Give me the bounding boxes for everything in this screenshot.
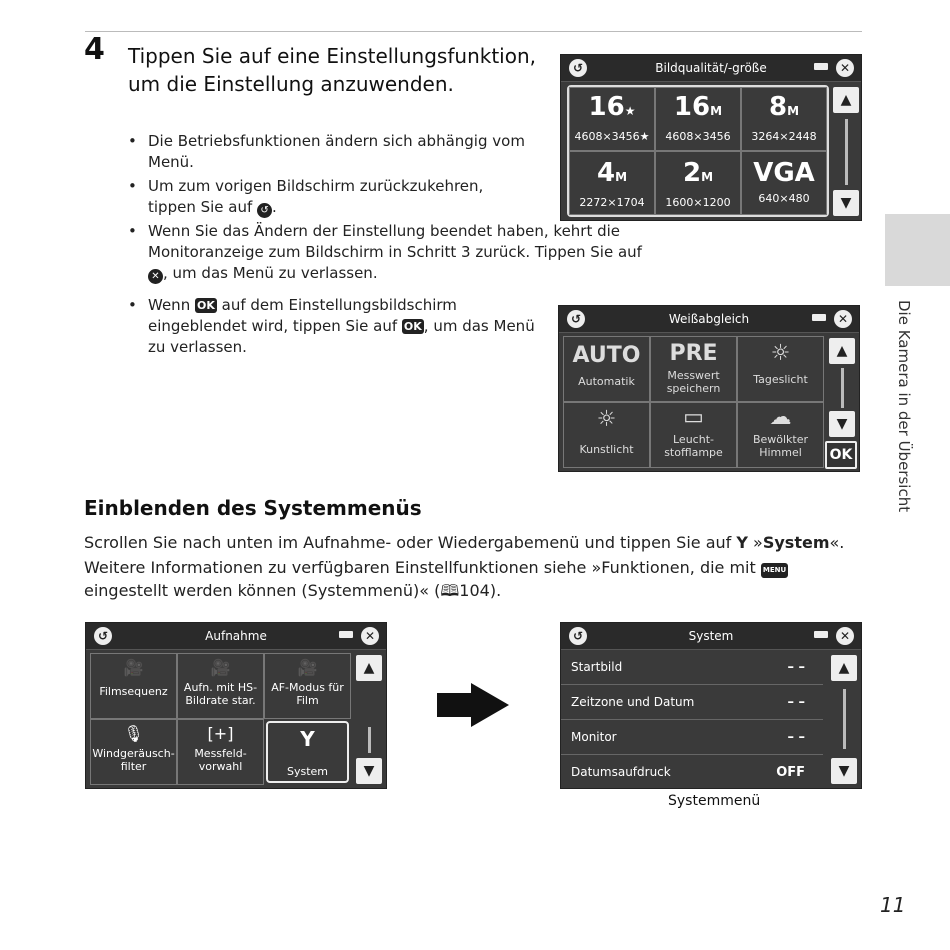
- quality-option[interactable]: 8M 3264×2448: [741, 87, 827, 151]
- bullet-1: • Die Betriebsfunktionen ändern sich abhängig vom Menü.: [128, 132, 525, 171]
- screen-title: Bildqualität/-größe: [561, 55, 861, 82]
- wb-option[interactable]: ☼ Tageslicht: [737, 336, 824, 402]
- back-icon[interactable]: ↺: [569, 59, 587, 77]
- back-icon[interactable]: ↺: [567, 310, 585, 328]
- bullet-3: • Wenn Sie das Ändern der Einstellung beendet haben, kehrt die Monitoranzeige zum Bildschirm in Schritt 3 zurück. Tippen Sie auf ✕ , um das Menü zu verlassen.: [128, 222, 642, 282]
- scrollbar[interactable]: [843, 689, 846, 749]
- wb-option[interactable]: ☁ Bewölkter Himmel: [737, 402, 824, 468]
- wb-option[interactable]: PRE Messwert speichern: [650, 336, 737, 402]
- quality-option[interactable]: VGA 640×480: [741, 151, 827, 215]
- menu-option[interactable]: 🎥 Filmsequenz: [90, 653, 177, 719]
- side-tab: [885, 214, 950, 286]
- shooting-menu-screen: [85, 622, 387, 789]
- close-icon[interactable]: ✕: [836, 627, 854, 645]
- ok-icon: OK: [196, 299, 215, 312]
- system-row[interactable]: Zeitzone und Datum – –: [561, 685, 823, 720]
- step-number: 4: [84, 32, 105, 67]
- hs-movie-icon: 🎥: [210, 658, 231, 677]
- side-tab-label: Die Kamera in der Übersicht: [895, 300, 913, 513]
- screen-title: Aufnahme: [86, 623, 386, 650]
- quality-screen: [560, 54, 862, 221]
- scrollbar[interactable]: [368, 727, 371, 753]
- movie-icon: 🎥: [123, 658, 144, 677]
- quality-option[interactable]: 2M 1600×1200: [655, 151, 741, 215]
- quality-option[interactable]: 4M 2272×1704: [569, 151, 655, 215]
- quality-option[interactable]: 16M 4608×3456: [655, 87, 741, 151]
- scroll-down-button[interactable]: ▼: [831, 758, 857, 784]
- menu-option[interactable]: 🎥 AF-Modus für Film: [264, 653, 351, 719]
- system-row[interactable]: Datumsaufdruck OFF: [571, 765, 805, 780]
- menu-option[interactable]: 🎙 Windgeräusch-filter: [90, 719, 177, 785]
- system-row[interactable]: Startbild – –: [561, 650, 823, 685]
- system-row[interactable]: Monitor – –: [561, 720, 823, 755]
- system-option[interactable]: Y System: [266, 721, 349, 783]
- close-icon[interactable]: ✕: [361, 627, 379, 645]
- battery-icon: [814, 63, 828, 70]
- scroll-up-button[interactable]: ▲: [833, 87, 859, 113]
- step-title: Tippen Sie auf eine Einstellungsfunktion, um die Einstellung anzuwenden.: [128, 44, 536, 96]
- scroll-down-button[interactable]: ▼: [829, 411, 855, 437]
- system-menu-screen: [560, 622, 862, 789]
- cloud-icon: ☁: [769, 405, 792, 430]
- battery-icon: [339, 631, 353, 638]
- af-mode-icon: 🎥: [297, 658, 318, 677]
- screen-title: System: [561, 623, 861, 650]
- scroll-down-button[interactable]: ▼: [356, 758, 382, 784]
- wb-option[interactable]: AUTO Automatik: [563, 336, 650, 402]
- scrollbar[interactable]: [845, 119, 848, 185]
- section-paragraph-2: Weitere Informationen zu verfügbaren Einstellfunktionen siehe »Funktionen, die mit MENU eingestellt werden können (Systemmenü)« (🕮104).: [84, 558, 787, 600]
- section-heading: Einblenden des Systemmenüs: [84, 496, 422, 520]
- ok-button[interactable]: OK: [825, 441, 857, 469]
- wrench-icon: Y: [300, 727, 315, 751]
- battery-icon: [814, 631, 828, 638]
- section-paragraph-1: Scrollen Sie nach unten im Aufnahme- oder Wiedergabemenü und tippen Sie auf Y »System«.: [84, 533, 845, 552]
- wb-option[interactable]: ☼ Kunstlicht: [563, 402, 650, 468]
- bulb-icon: ☼: [596, 407, 617, 432]
- menu-button-icon: MENU: [761, 563, 788, 578]
- back-icon[interactable]: ↺: [94, 627, 112, 645]
- screen-caption: Systemmenü: [668, 793, 761, 809]
- scroll-up-button[interactable]: ▲: [831, 655, 857, 681]
- screen-title: Weißabgleich: [559, 306, 859, 333]
- menu-option[interactable]: 🎥 Aufn. mit HS-Bildrate star.: [177, 653, 264, 719]
- ok-icon: OK: [403, 320, 422, 333]
- menu-option[interactable]: [+] Messfeld-vorwahl: [177, 719, 264, 785]
- wb-screen: [558, 305, 860, 472]
- back-icon[interactable]: ↺: [569, 627, 587, 645]
- fluorescent-icon: ▭: [683, 405, 704, 430]
- book-icon: 🕮: [440, 581, 460, 600]
- close-icon[interactable]: ✕: [836, 59, 854, 77]
- wind-filter-icon: 🎙: [123, 724, 144, 743]
- scroll-up-button[interactable]: ▲: [356, 655, 382, 681]
- scroll-down-button[interactable]: ▼: [833, 190, 859, 216]
- right-arrow-icon: [437, 683, 509, 727]
- close-icon[interactable]: ✕: [834, 310, 852, 328]
- page-number: 11: [880, 893, 906, 917]
- wb-option[interactable]: ▭ Leucht-stofflampe: [650, 402, 737, 468]
- bullet-4: • Wenn OK auf dem Einstellungsbildschirm eingeblendet wird, tippen Sie auf OK , um das Menü zu verlassen.: [128, 296, 535, 356]
- top-rule: [85, 31, 862, 32]
- metering-icon: [+]: [207, 724, 234, 743]
- scroll-up-button[interactable]: ▲: [829, 338, 855, 364]
- scrollbar[interactable]: [841, 368, 844, 408]
- wrench-icon: Y: [736, 533, 748, 552]
- battery-icon: [812, 314, 826, 321]
- bullet-2: • Um zum vorigen Bildschirm zurückzukehren, tippen Sie auf ↺ .: [128, 177, 484, 216]
- sun-icon: ☼: [770, 341, 791, 366]
- close-icon: ✕: [148, 269, 163, 284]
- quality-option[interactable]: 16★ 4608×3456★: [569, 87, 655, 151]
- back-icon: ↺: [257, 203, 272, 218]
